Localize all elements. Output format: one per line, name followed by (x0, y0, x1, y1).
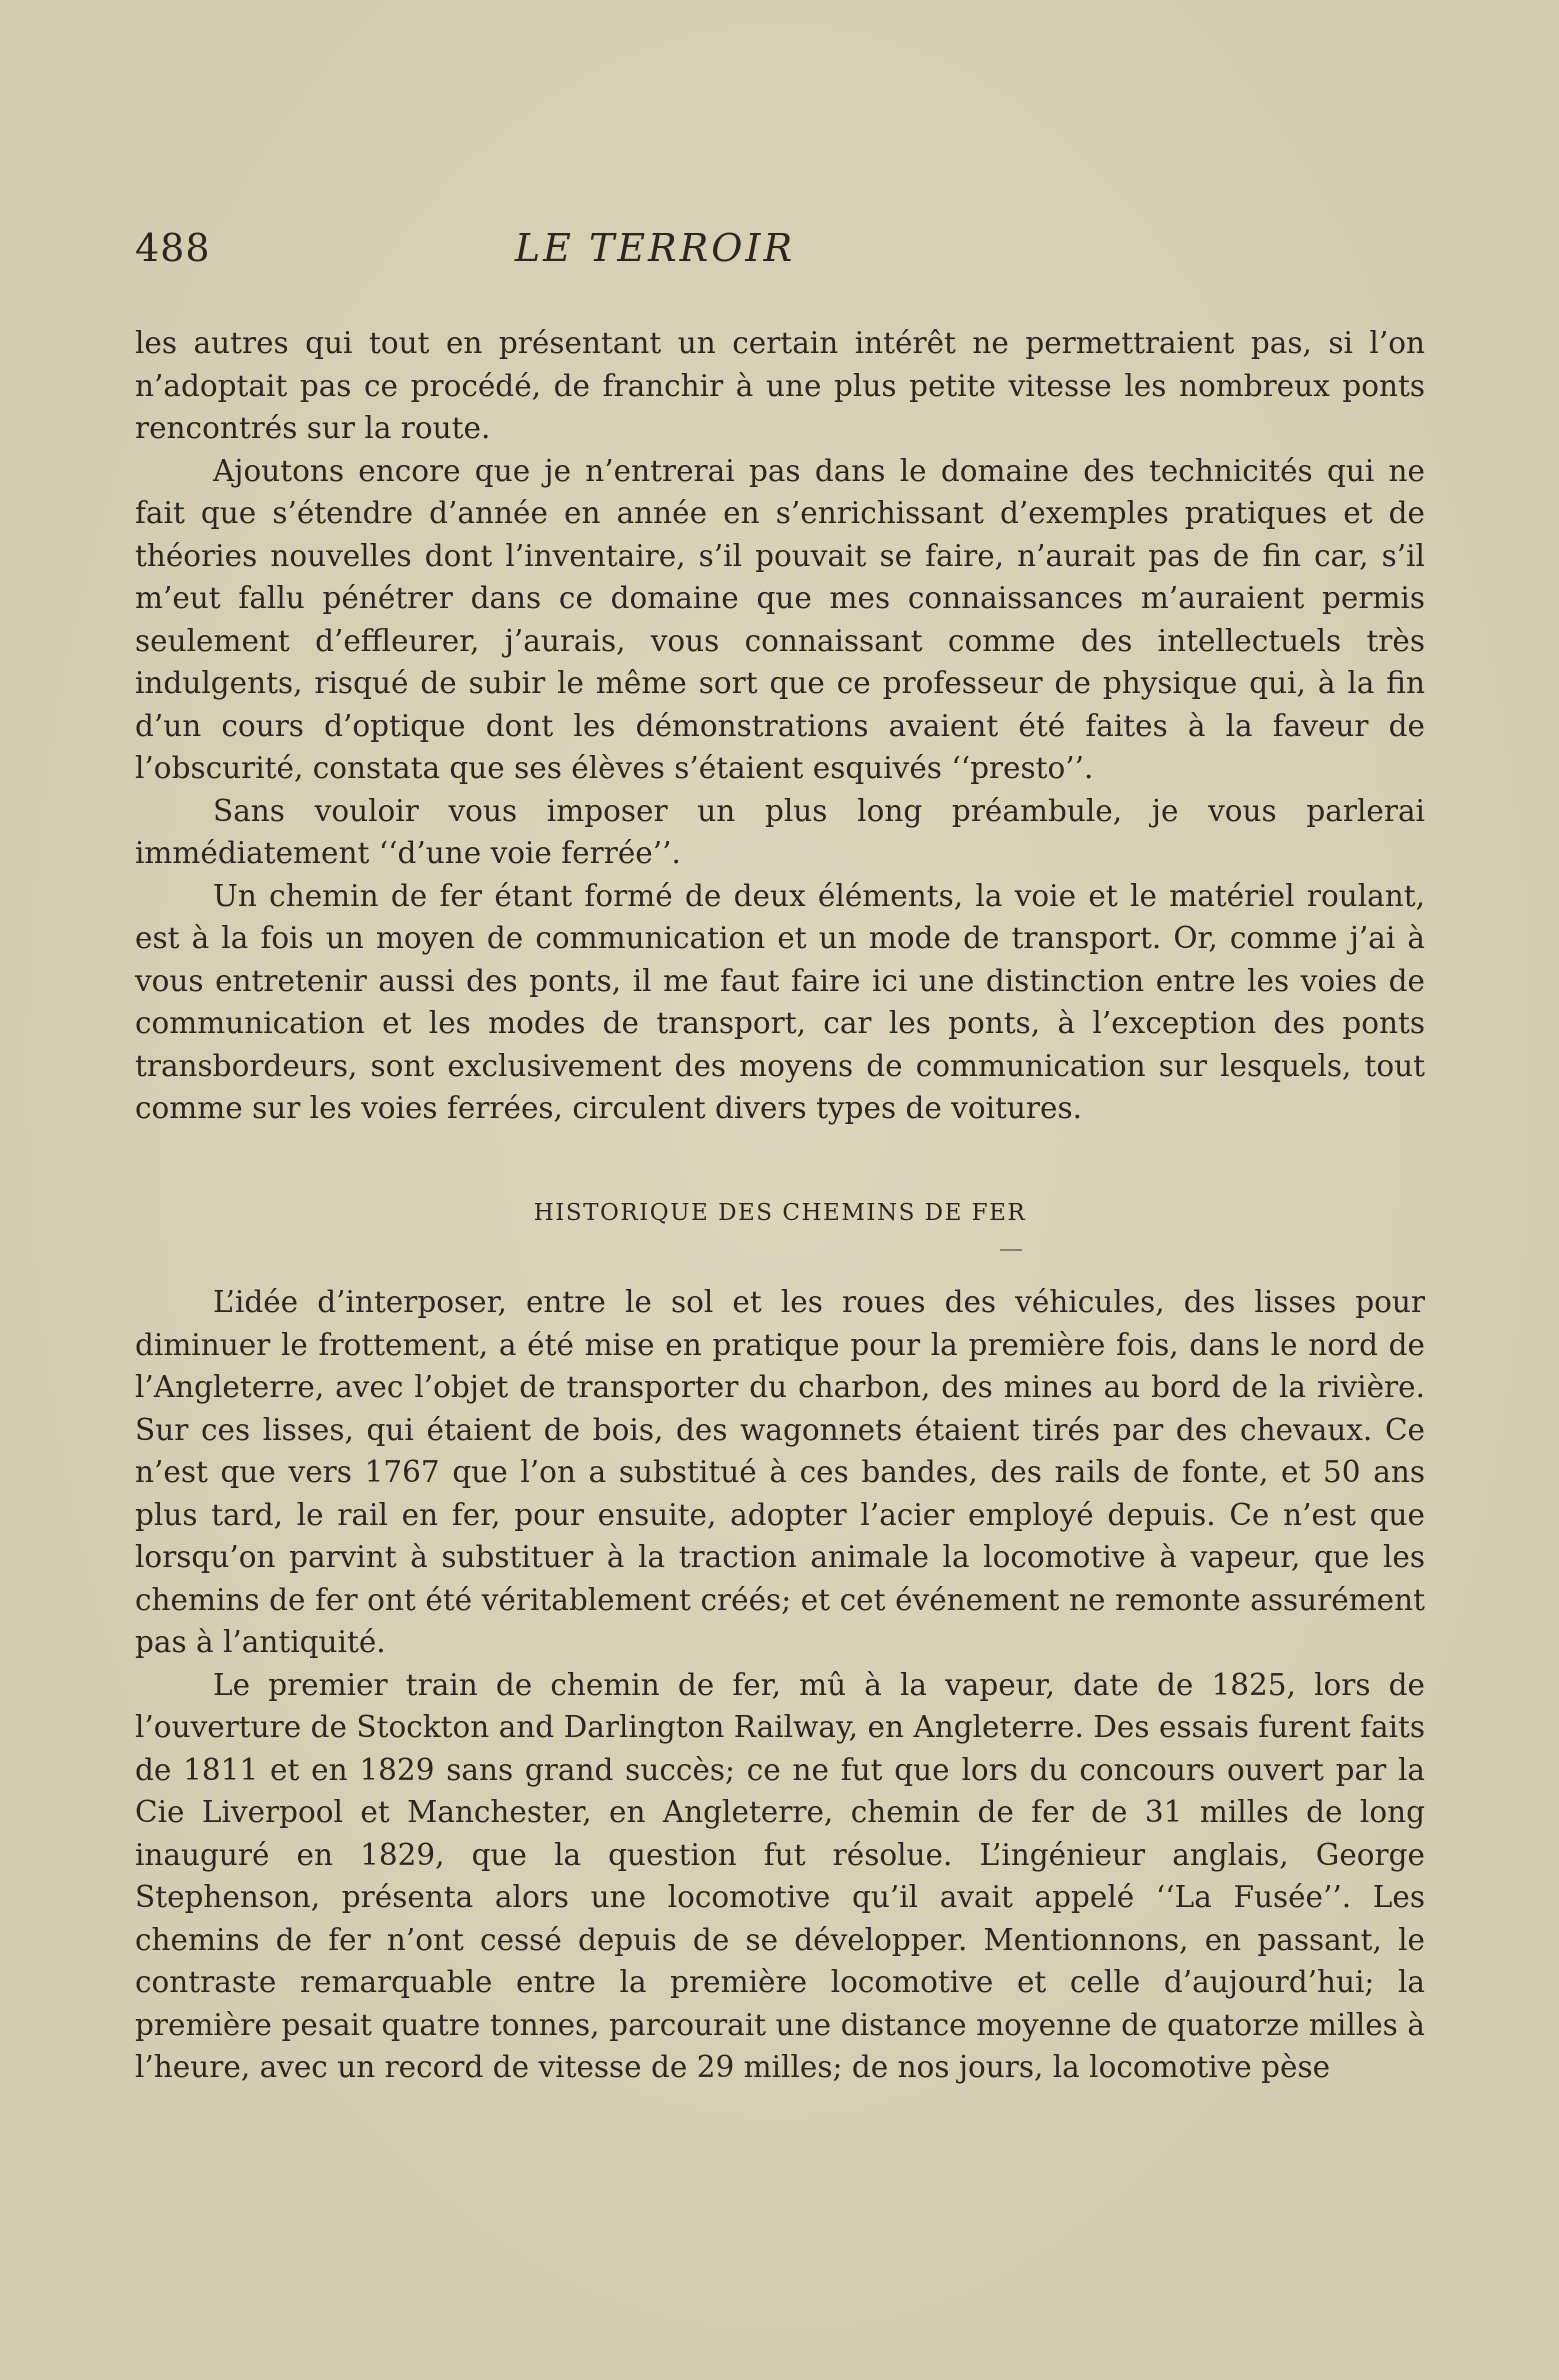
running-head (135, 226, 1425, 276)
body-text-section-1 (135, 322, 1425, 1130)
paragraph: L’idée d’interposer, entre le sol et les roues des véhicules, des lisses pour diminuer le frottement, a été mise en pratique pour la première fois, dans le nord de l’Angleterre, avec l’objet de transporter du charbon, des mines au bord de la rivière. Sur ces lisses, qui étaient de bois, des wagonnets étaient tirés par des chevaux. Ce n’est que vers 1767 que l’on a substitué à ces bandes, des rails de fonte, et 50 ans plus tard, le rail en fer, pour ensuite, adopter l’acier employé depuis. Ce n’est que lorsqu’on parvint à substituer à la traction animale la locomotive à vapeur, que les chemins de fer ont été véritablement créés; et cet événement ne remonte assurément pas à l’antiquité. (135, 1285, 1425, 1659)
paragraph: Ajoutons encore que je n’entrerai pas dans le domaine des technicités qui ne fait que s’étendre d’année en année en s’enrichissant d’exemples pratiques et de théories nouvelles dont l’inventaire, s’il pouvait se faire, n’aurait pas de fin car, s’il m’eut fallu pénétrer dans ce domaine que mes connaissances m’auraient permis seulement d’effleurer, j’aurais, vous connaissant comme des intellectuels très indulgents, risqué de subir le même sort que ce professeur de physique qui, à la fin d’un cours d’optique dont les démonstrations avaient été faites à la faveur de l’obscurité, constata que ses élèves s’étaient esquivés ‘‘presto’’. (135, 453, 1425, 785)
journal-title: LE TERROIR (514, 226, 796, 270)
section-heading: HISTORIQUE DES CHEMINS DE FER (533, 1200, 1027, 1226)
paragraph: Un chemin de fer étant formé de deux éléments, la voie et le matériel roulant, est à la fois un moyen de communication et un mode de transport. Or, comme j’ai à vous entretenir aussi des ponts, il me faut faire ici une distinction entre les voies de communication et les modes de transport, car les ponts, à l’exception des ponts transbordeurs, sont exclusivement des moyens de communication sur lesquels, tout comme sur les voies ferrées, circulent divers types de voitures. (135, 878, 1425, 1125)
page-number: 488 (135, 226, 211, 270)
body-text-section-2 (135, 1281, 1425, 2089)
paragraph: Sans vouloir vous imposer un plus long préambule, je vous parlerai immédiatement ‘‘d’une voie ferrée’’. (135, 793, 1425, 870)
heading-rule (1000, 1249, 1022, 1251)
paragraph: les autres qui tout en présentant un certain intérêt ne permettraient pas, si l’on n’adoptait pas ce procédé, de franchir à une plus petite vitesse les nombreux ponts rencontrés sur la route. (135, 326, 1425, 445)
paragraph: Le premier train de chemin de fer, mû à la vapeur, date de 1825, lors de l’ouverture de Stockton and Darlington Railway, en Angleterre. Des essais furent faits de 1811 et en 1829 sans grand succès; ce ne fut que lors du concours ouvert par la Cie Liverpool et Manchester, en Angleterre, chemin de fer de 31 milles de long inauguré en 1829, que la question fut résolue. L’ingénieur anglais, George Stephenson, présenta alors une locomotive qu’il avait appelé ‘‘La Fusée’’. Les chemins de fer n’ont cessé depuis de se développer. Mentionnons, en passant, le contraste remarquable entre la première locomotive et celle d’aujourd’hui; la première pesait quatre tonnes, parcourait une distance moyenne de quatorze milles à l’heure, avec un record de vitesse de 29 milles; de nos jours, la locomotive pèse (135, 1667, 1425, 2084)
